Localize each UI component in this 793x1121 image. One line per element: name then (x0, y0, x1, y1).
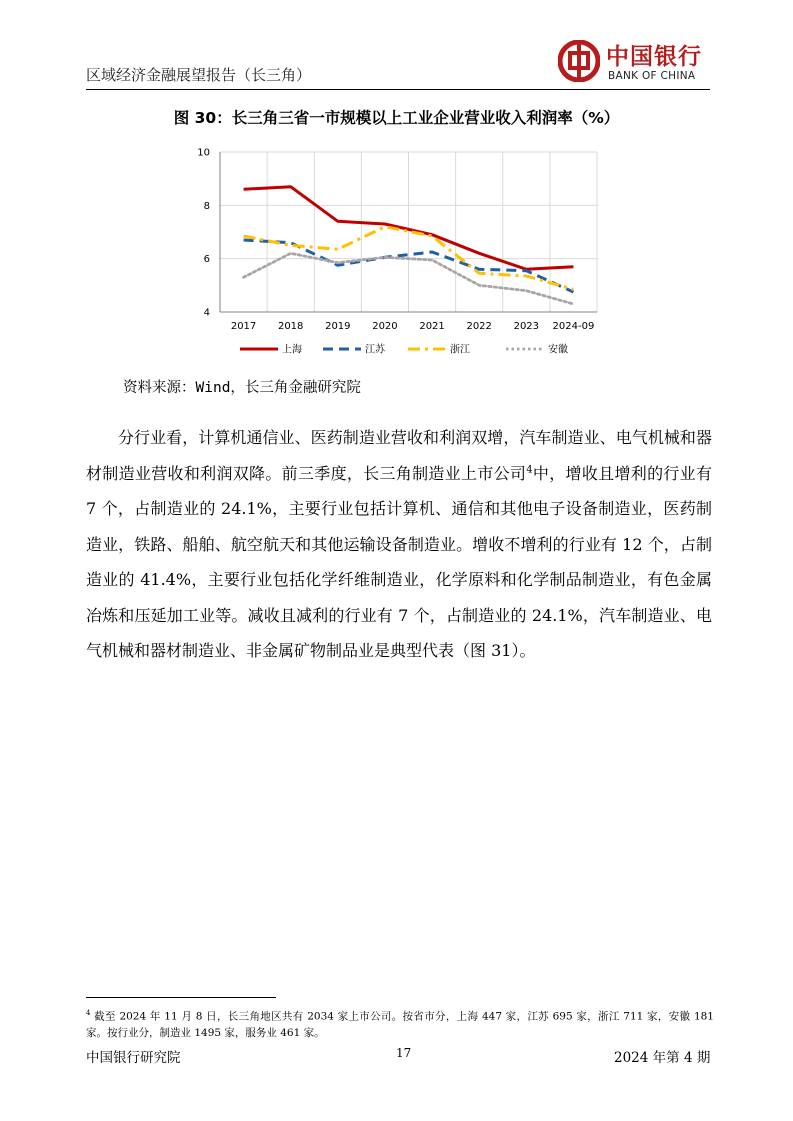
y-tick-label: 6 (203, 254, 210, 266)
bank-logo-name: 中国银行 (606, 43, 702, 70)
x-tick-label: 2019 (325, 321, 351, 332)
y-tick-label: 4 (203, 307, 210, 319)
figure-title: 图 30：长三角三省一市规模以上工业企业营业收入利润率（%） (173, 109, 620, 127)
profit-margin-line-chart (190, 140, 610, 365)
x-tick-label: 2023 (513, 321, 540, 332)
body-text-part-2: 中，增收且增利的行业有 7 个，占制造业的 24.1%，主要行业包括计算机、通信和其他电子设备制造业，医药制造业，铁路、船舶、航空航天和其他运输设备制造业。增收不增利的行业有 12 个，占制造业的 41.4%，主要行业包括化学纤维制造业，化学原料和化学制品制造业，有色金属冶炼和压延加工业等。减收且减利的行业有 7 个，占制造业的 24.1%，汽车制造业、电气机械和器材制造业、非金属矿物制品业是典型代表（图 31）。 (86, 463, 712, 660)
legend-label: 上海 (282, 344, 302, 356)
footnote-marker: 4 (86, 1009, 91, 1017)
footnote (86, 1005, 714, 1041)
x-tick-label: 2021 (419, 321, 445, 332)
page-number: 17 (396, 1046, 412, 1060)
body-paragraph (86, 420, 712, 669)
bank-logo-emblem-icon (558, 40, 600, 82)
x-tick-label: 2022 (466, 321, 492, 332)
footer-issue: 2024 年第 4 期 (614, 1050, 711, 1066)
x-tick-label: 2024-09 (552, 321, 595, 332)
y-tick-label: 8 (203, 200, 210, 212)
body-text (86, 420, 712, 669)
figure-source: 资料来源：Wind，长三角金融研究院 (123, 380, 361, 396)
x-tick-label: 2018 (277, 321, 304, 332)
x-tick-label: 2017 (230, 321, 257, 332)
footnote-divider (86, 997, 276, 998)
report-header-title: 区域经济金融展望报告（长三角） (86, 66, 312, 84)
footnote-reference: 4 (526, 464, 533, 476)
footer-organization: 中国银行研究院 (86, 1050, 181, 1066)
y-tick-label: 10 (197, 147, 210, 159)
bank-logo (558, 38, 713, 86)
legend-label: 江苏 (365, 344, 385, 356)
body-text-part-1: 分行业看，计算机通信业、医药制造业营收和利润双增，汽车制造业、电气机械和器材制造业营收和利润双降。前三季度，长三角制造业上市公司 (86, 428, 712, 483)
bank-logo-english: BANK OF CHINA (608, 70, 696, 82)
header-divider (86, 89, 710, 90)
legend-label: 浙江 (450, 344, 470, 356)
footnote-text: 截至 2024 年 11 月 8 日，长三角地区共有 2034 家上市公司。按省市分，上海 447 家，江苏 695 家，浙江 711 家，安徽 181 家。按行业分，制造业 1495 家，服务业 461 家。 (86, 1010, 714, 1039)
x-tick-label: 2020 (372, 321, 398, 332)
legend-label: 安徽 (548, 344, 568, 356)
